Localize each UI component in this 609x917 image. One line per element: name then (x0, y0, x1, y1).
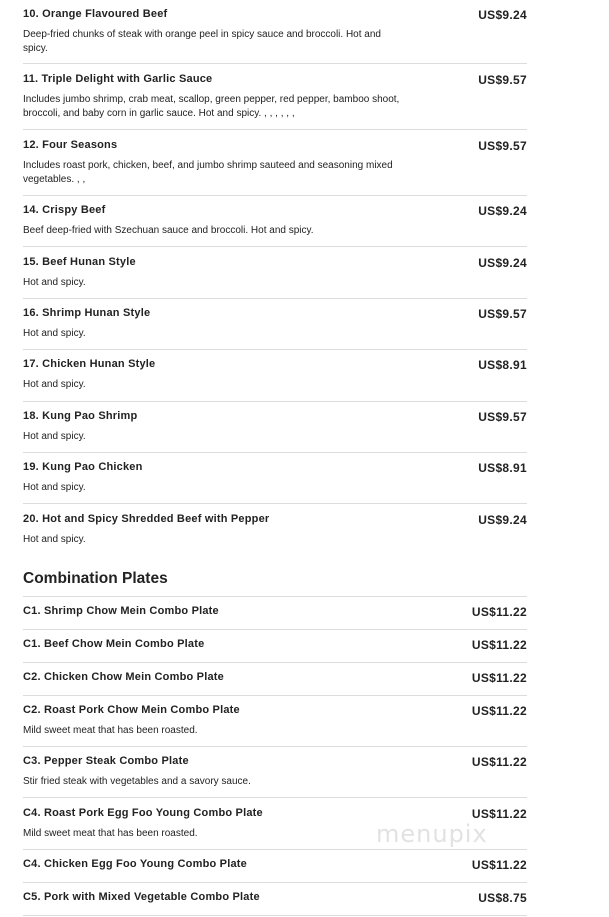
menu-item[interactable] (23, 410, 527, 453)
item-name: C4. Chicken Egg Foo Young Combo Plate (23, 858, 247, 870)
item-price: US$9.57 (478, 139, 527, 153)
item-price: US$11.22 (471, 807, 527, 821)
item-name: C5. Pork with Mixed Vegetable Combo Plate (23, 891, 260, 903)
item-name: 17. Chicken Hunan Style (23, 358, 156, 370)
menu-item[interactable] (23, 891, 527, 916)
menu-item[interactable] (23, 671, 527, 696)
item-price: US$11.22 (471, 638, 527, 652)
item-price: US$11.22 (471, 704, 527, 718)
item-price: US$11.22 (471, 671, 527, 685)
item-name: 18. Kung Pao Shrimp (23, 410, 138, 422)
menu-item[interactable] (23, 638, 527, 663)
menu-item[interactable] (23, 513, 527, 553)
item-description: Beef deep-fried with Szechuan sauce and broccoli. Hot and spicy. (23, 225, 314, 236)
item-name: C4. Roast Pork Egg Foo Young Combo Plate (23, 807, 263, 819)
item-name: 10. Orange Flavoured Beef (23, 8, 168, 20)
item-name: 16. Shrimp Hunan Style (23, 307, 151, 319)
item-price: US$9.24 (478, 8, 527, 22)
item-description: Mild sweet meat that has been roasted. (23, 828, 198, 839)
item-description: Hot and spicy. (23, 277, 86, 288)
menu-item[interactable] (23, 8, 527, 64)
item-price: US$8.75 (478, 891, 527, 905)
item-description: Stir fried steak with vegetables and a savory sauce. (23, 776, 251, 787)
item-name: 15. Beef Hunan Style (23, 256, 136, 268)
item-name: 11. Triple Delight with Garlic Sauce (23, 73, 213, 85)
item-name: C1. Beef Chow Mein Combo Plate (23, 638, 205, 650)
item-price: US$8.91 (478, 461, 527, 475)
menu-item[interactable] (23, 139, 527, 196)
item-price: US$9.24 (478, 513, 527, 527)
menu-item[interactable] (23, 307, 527, 350)
section-title: Combination Plates (23, 570, 168, 587)
item-description: Includes roast pork, chicken, beef, and jumbo shrimp sauteed and seasoning mixed vegetables. , , (23, 160, 393, 185)
menu-item[interactable] (23, 358, 527, 402)
menu-item[interactable] (23, 461, 527, 504)
item-price: US$9.57 (478, 410, 527, 424)
item-name: 12. Four Seasons (23, 139, 118, 151)
item-description: Hot and spicy. (23, 328, 86, 339)
item-price: US$9.57 (478, 307, 527, 321)
item-name: C1. Shrimp Chow Mein Combo Plate (23, 605, 219, 617)
menu-item[interactable] (23, 858, 527, 883)
menu-item[interactable] (23, 704, 527, 747)
item-description: Includes jumbo shrimp, crab meat, scallop, green pepper, red pepper, bamboo shoot, broccoli, and baby corn in garlic sauce. Hot and spicy. , , , , , , (23, 94, 400, 119)
item-description: Hot and spicy. (23, 534, 86, 545)
item-price: US$11.22 (471, 858, 527, 872)
item-name: 14. Crispy Beef (23, 204, 106, 216)
item-name: C3. Pepper Steak Combo Plate (23, 755, 189, 767)
item-price: US$9.24 (478, 204, 527, 218)
menu-item[interactable] (23, 73, 527, 130)
item-description: Deep-fried chunks of steak with orange peel in spicy sauce and broccoli. Hot and spicy. (23, 29, 381, 54)
item-price: US$8.91 (478, 358, 527, 372)
item-description: Hot and spicy. (23, 482, 86, 493)
item-name: C2. Chicken Chow Mein Combo Plate (23, 671, 224, 683)
menu-item[interactable] (23, 204, 527, 247)
section-divider (23, 596, 527, 597)
menupix-watermark: menupix (376, 820, 488, 848)
menu-item[interactable] (23, 755, 527, 798)
item-name: 19. Kung Pao Chicken (23, 461, 143, 473)
item-price: US$11.22 (471, 605, 527, 619)
item-description: Mild sweet meat that has been roasted. (23, 725, 198, 736)
item-name: C2. Roast Pork Chow Mein Combo Plate (23, 704, 240, 716)
item-price: US$9.57 (478, 73, 527, 87)
item-price: US$11.22 (471, 755, 527, 769)
menu-item[interactable] (23, 605, 527, 630)
menu-item[interactable] (23, 256, 527, 299)
item-description: Hot and spicy. (23, 431, 86, 442)
item-name: 20. Hot and Spicy Shredded Beef with Pepper (23, 513, 270, 525)
item-description: Hot and spicy. (23, 379, 86, 390)
item-price: US$9.24 (478, 256, 527, 270)
